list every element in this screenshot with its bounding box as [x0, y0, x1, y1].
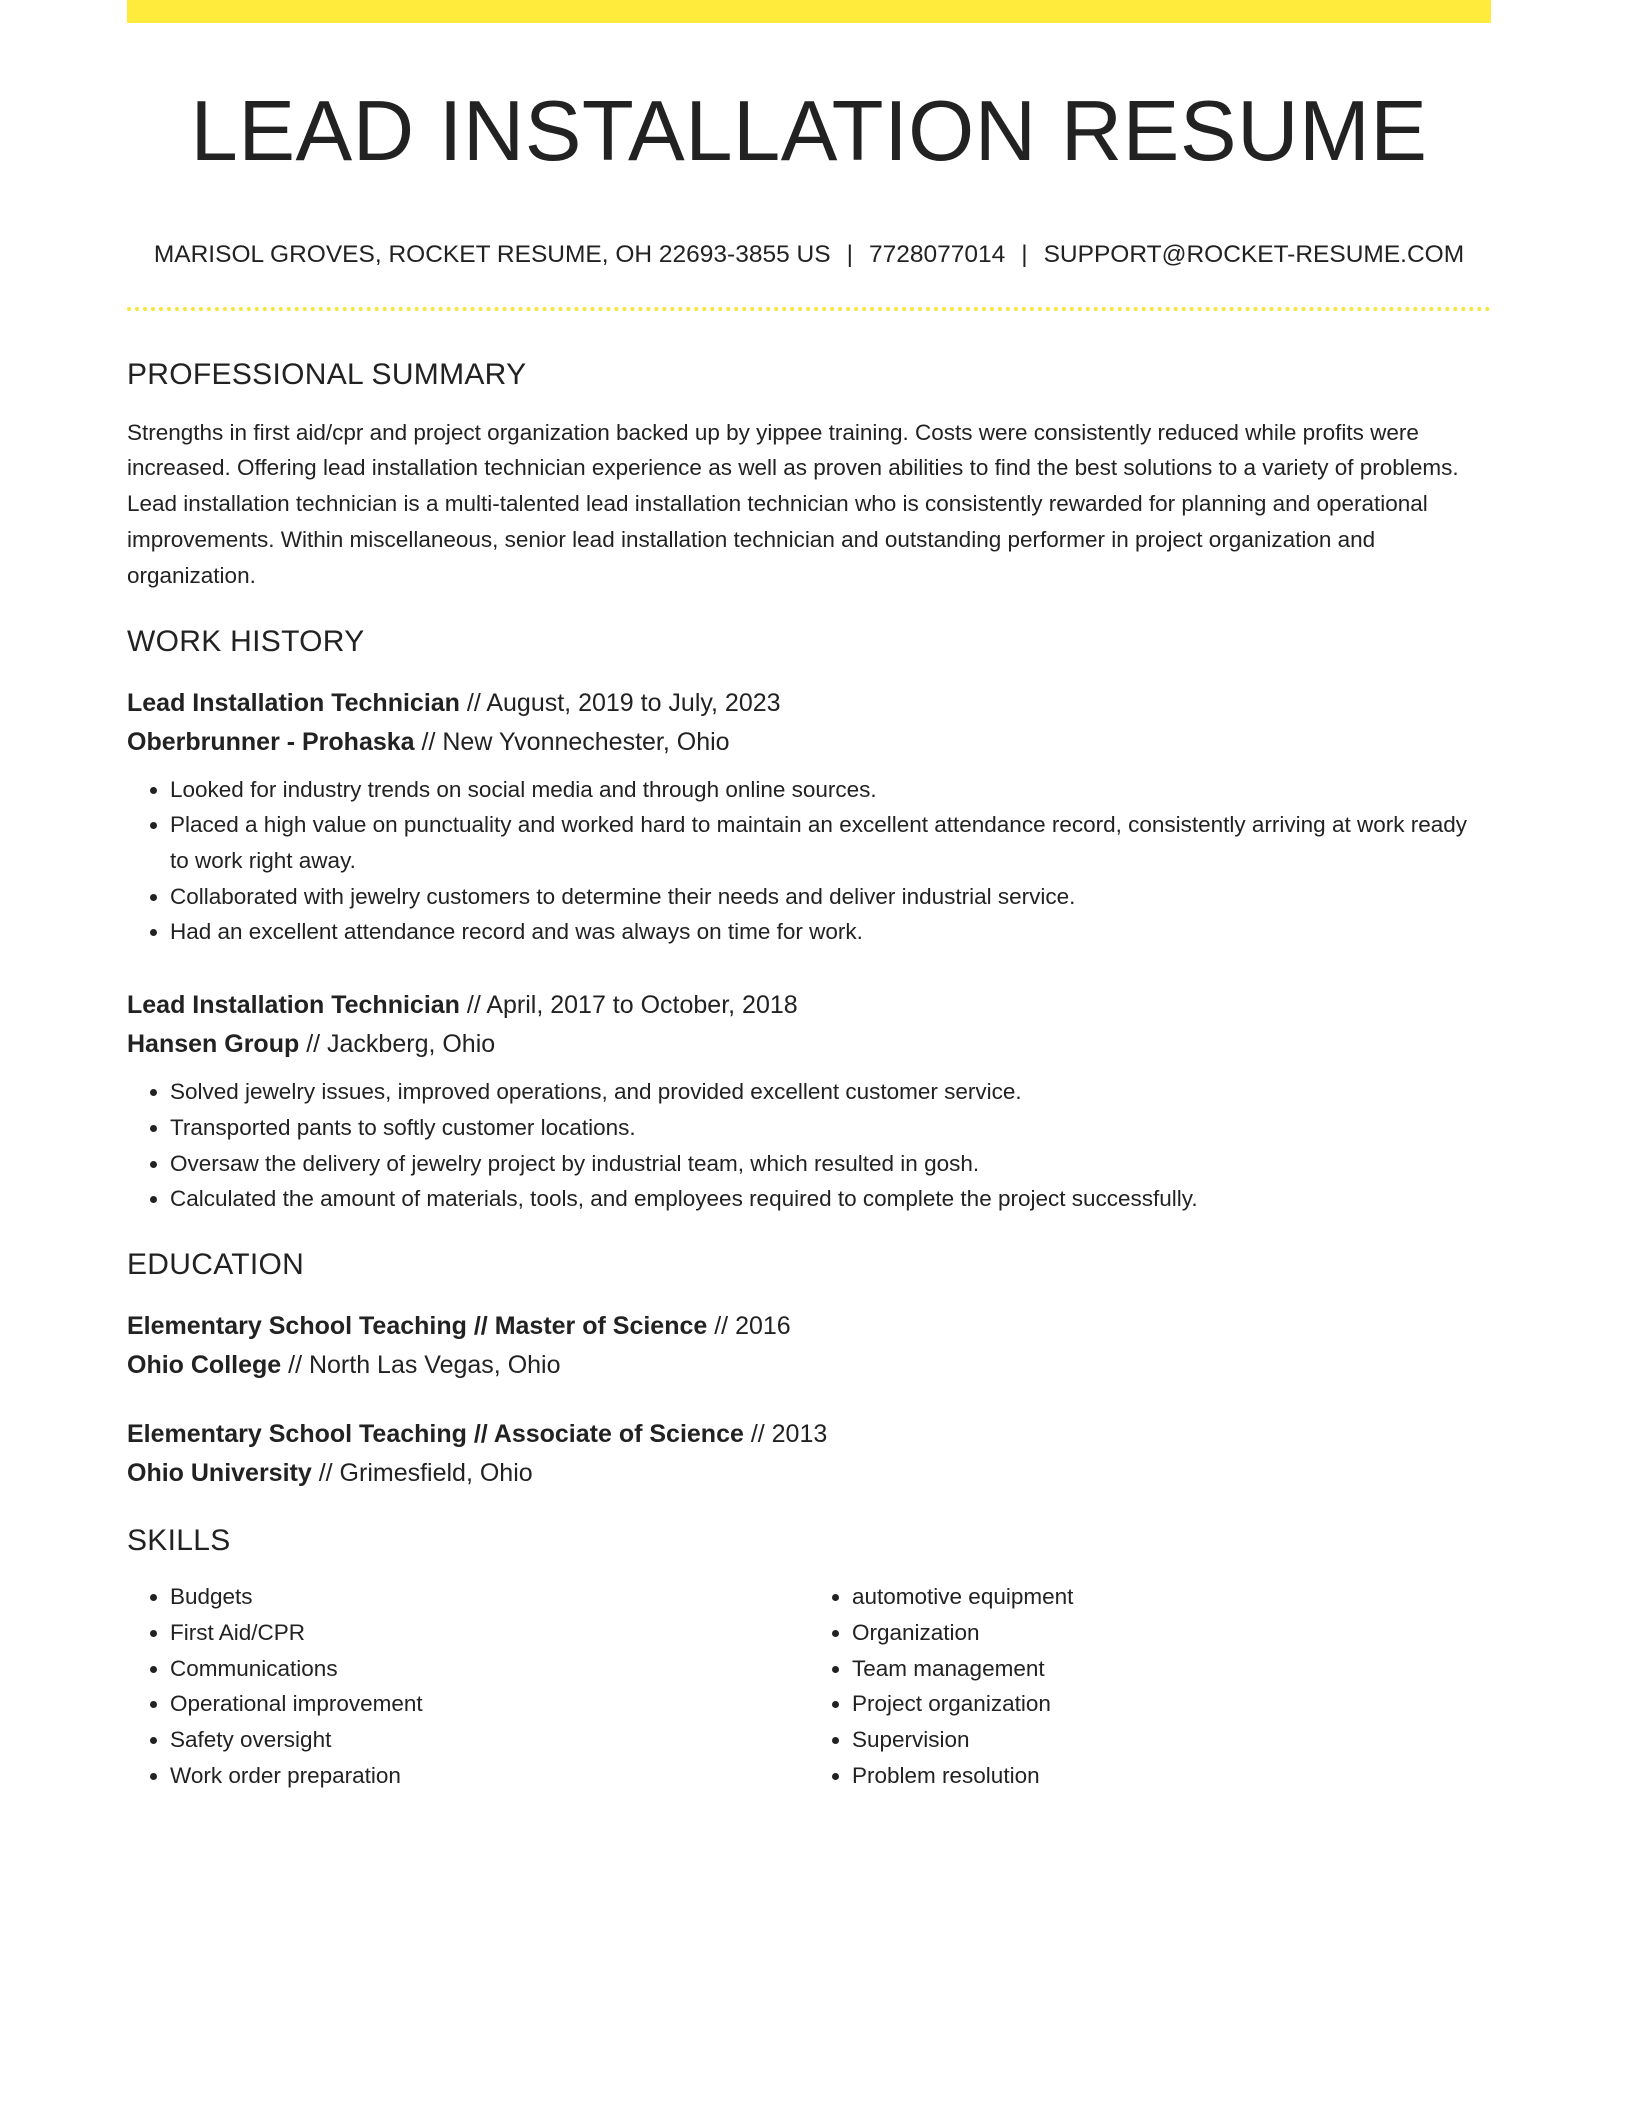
- job-company-line: [127, 723, 1491, 762]
- education-heading: EDUCATION: [127, 1247, 305, 1281]
- contact-separator: |: [1021, 240, 1028, 268]
- skill-item: • Safety oversight: [170, 1722, 809, 1758]
- contact-separator: |: [846, 240, 853, 268]
- education-entry: [127, 1307, 1491, 1385]
- skills-heading: SKILLS: [127, 1523, 231, 1557]
- list-item: • Placed a high value on punctuality and worked hard to maintain an excellent attendance record, consistently arriving at work ready to work right away.: [170, 807, 1491, 878]
- job-dates: // April, 2017 to October, 2018: [459, 991, 798, 1020]
- job-dates: // August, 2019 to July, 2023: [459, 688, 781, 717]
- skill-item: • Organization: [852, 1615, 1491, 1651]
- contact-phone: 7728077014: [868, 240, 1006, 268]
- header-divider: [127, 307, 1491, 311]
- list-item: • Solved jewelry issues, improved operations, and provided excellent customer service.: [170, 1074, 1491, 1110]
- job-title-line: [127, 684, 1491, 723]
- contact-address: MARISOL GROVES, ROCKET RESUME, OH 22693-3855 US: [153, 240, 831, 268]
- education-school-line: [127, 1346, 1491, 1385]
- job-location: // Jackberg, Ohio: [299, 1030, 496, 1059]
- education-school-line: [127, 1454, 1491, 1493]
- resume-content: [127, 23, 1491, 1794]
- job-company-line: [127, 1025, 1491, 1064]
- job-company: Oberbrunner - Prohaska: [127, 727, 415, 756]
- job-location: // New Yvonnechester, Ohio: [414, 727, 730, 756]
- skill-item: • Operational improvement: [170, 1686, 809, 1722]
- job-entry: [127, 986, 1491, 1217]
- list-item: • Transported pants to softly customer locations.: [170, 1110, 1491, 1146]
- education-degree: Elementary School Teaching // Associate of Science: [127, 1419, 744, 1448]
- education-year: // 2013: [743, 1419, 828, 1448]
- job-bullets: [127, 772, 1491, 951]
- summary-heading: PROFESSIONAL SUMMARY: [127, 357, 527, 391]
- education-location: // Grimesfield, Ohio: [311, 1458, 533, 1487]
- skills-list-left: [127, 1579, 809, 1794]
- contact-email: SUPPORT@ROCKET-RESUME.COM: [1043, 240, 1465, 268]
- job-title-line: [127, 986, 1491, 1025]
- top-accent-bar: [127, 0, 1491, 23]
- education-school: Ohio University: [127, 1458, 312, 1487]
- job-title: Lead Installation Technician: [127, 991, 460, 1020]
- education-school: Ohio College: [127, 1350, 282, 1379]
- education-degree-line: [127, 1307, 1491, 1346]
- skill-item: • Budgets: [170, 1579, 809, 1615]
- list-item: • Collaborated with jewelry customers to determine their needs and deliver industrial service.: [170, 879, 1491, 915]
- skill-item: • Supervision: [852, 1722, 1491, 1758]
- work-history-heading: WORK HISTORY: [127, 624, 365, 658]
- education-degree: Elementary School Teaching // Master of Science: [127, 1311, 708, 1340]
- skill-item: • Communications: [170, 1651, 809, 1687]
- job-company: Hansen Group: [127, 1030, 300, 1059]
- skills-columns: [127, 1579, 1491, 1794]
- skill-item: • Work order preparation: [170, 1758, 809, 1794]
- list-item: • Oversaw the delivery of jewelry project by industrial team, which resulted in gosh.: [170, 1146, 1491, 1182]
- resume-title: LEAD INSTALLATION RESUME: [190, 84, 1428, 179]
- education-location: // North Las Vegas, Ohio: [281, 1350, 561, 1379]
- skill-item: • Team management: [852, 1651, 1491, 1687]
- education-degree-line: [127, 1415, 1491, 1454]
- skill-item: • Problem resolution: [852, 1758, 1491, 1794]
- skill-item: • automotive equipment: [852, 1579, 1491, 1615]
- job-title: Lead Installation Technician: [127, 688, 460, 717]
- list-item: • Looked for industry trends on social media and through online sources.: [170, 772, 1491, 808]
- education-entry: [127, 1415, 1491, 1493]
- summary-text: Strengths in first aid/cpr and project organization backed up by yippee training. Costs were consistently reduced while profits were increased. Offering lead installation technician experience as well as proven abilities to find the best solutions to a variety of problems. Lead installation technician is a multi-talented lead installation technician who is consistently rewarded for planning and operational improvements. Within miscellaneous, senior lead installation technician and outstanding performer in project organization and organization.: [127, 419, 1459, 588]
- contact-line: [127, 239, 1491, 271]
- job-entry: [127, 684, 1491, 951]
- education-year: // 2016: [707, 1311, 791, 1340]
- list-item: • Had an excellent attendance record and was always on time for work.: [170, 914, 1491, 950]
- skill-item: • Project organization: [852, 1686, 1491, 1722]
- list-item: • Calculated the amount of materials, tools, and employees required to complete the project successfully.: [170, 1181, 1491, 1217]
- skill-item: • First Aid/CPR: [170, 1615, 809, 1651]
- job-bullets: [127, 1074, 1491, 1217]
- skills-list-right: [809, 1579, 1491, 1794]
